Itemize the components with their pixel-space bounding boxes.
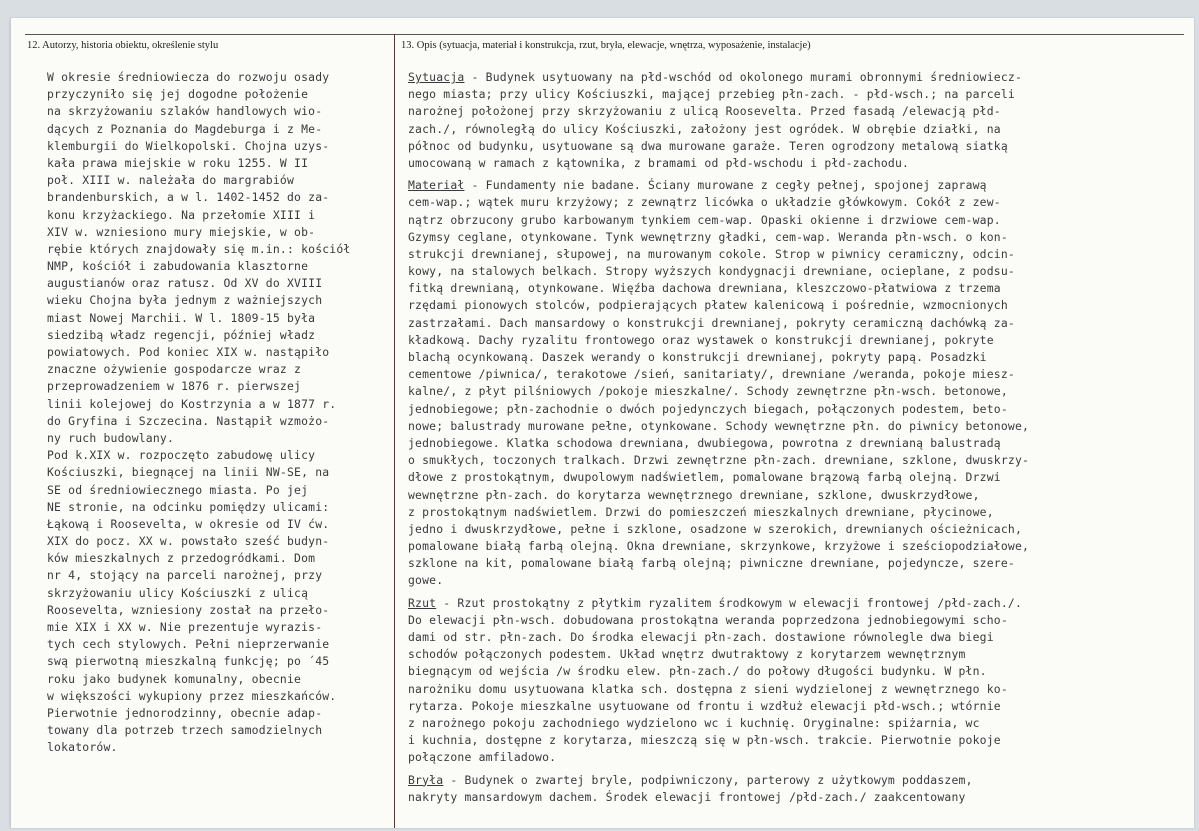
history-line: Roosevelta, wzniesiony został na przeło- xyxy=(47,602,330,617)
history-line: linii kolejowej do Kostrzynia a w 1877 r. xyxy=(47,396,337,411)
section-line: cementowe /piwnica/, terakotowe /sień, sanitariaty/, drewniane /weranda, pokoje miesz- xyxy=(408,367,1015,382)
section-title: Rzut xyxy=(408,595,437,610)
section-line: z prostokątnym nadświetlem. Drzwi do pomieszczeń mieszkalnych drewniane, płycinowe, xyxy=(408,504,994,519)
section-line: umocowaną w ramach z kątownika, z bramami od płd-wschodu i płd-zachodu. xyxy=(408,155,910,170)
history-line: lokatorów. xyxy=(47,740,118,755)
section-line: gowe. xyxy=(408,573,444,588)
section-line: jednobiegowe; płn-zachodnie o dwóch pojedynczych biegach, połączonych podestem, beto- xyxy=(408,401,1008,416)
history-line: wieku Chojna była jednym z ważniejszych xyxy=(47,293,323,308)
section-line: jedno i dwuskrzydłowe, pełne i szklone, osadzone w szerokich, drewnianych ościeżnicach, xyxy=(408,521,1023,536)
section-first-line: - Fundamenty nie badane. Ściany murowane z cegły pełnej, spojonej zaprawą xyxy=(464,178,987,193)
description-text xyxy=(408,69,1178,806)
section-line: połączone amfiladowo. xyxy=(408,750,557,765)
section-line: z narożnego pokoju zachodniego wydzielono wc i kuchnię. Oryginalne: spiżarnia, wc xyxy=(408,715,980,730)
section-line: fitką drewnianą, otynkowane. Więźba dachowa drewniana, kleszczowo-płatwiowa z trzema xyxy=(408,281,1001,296)
section-line: narożniku domu usytuowana klatka sch. dostępna z sieni wydzielonej z wewnętrznego ko- xyxy=(408,681,1008,696)
section-line: jednobiegowe. Klatka schodowa drewniana, dwubiegowa, powrotna z drewnianą balustradą xyxy=(408,435,1001,450)
section-line: biegnącym od wejścia /w środku elew. płn-zach./ do połowy długości budynku. W płn. xyxy=(408,664,987,679)
section-line: pomalowane białą farbą olejną. Okna drewniane, skrzynkowe, krzyżowe i sześciopodziałowe, xyxy=(408,539,1030,554)
section-line: nowe; balustrady murowane pełne, otynkowane. Schody wewnętrzne płn. do piwnicy betonowe, xyxy=(408,418,1030,433)
section-line: nakryty mansardowym dachem. Środek elewacji frontowej /płd-zach./ zaakcentowany xyxy=(408,789,966,804)
history-line: towany dla potrzeb trzech samodzielnych xyxy=(47,723,323,738)
section-first-line: - Budynek o zwartej bryle, podpiwniczony, parterowy z użytkowym poddaszem, xyxy=(443,772,973,787)
section-line xyxy=(408,177,1178,194)
history-line: NE stronie, na odcinku pomiędzy ulicami: xyxy=(47,499,330,514)
history-line: nr 4, stojący na parceli narożnej, przy xyxy=(47,568,323,583)
history-line: W okresie średniowiecza do rozwoju osady xyxy=(47,70,330,84)
left-column-header: 12. Autorzy, historia obiektu, określenie stylu xyxy=(27,40,219,51)
history-line: augustianów oraz ratusz. Od XV do XVIII xyxy=(47,276,323,291)
history-line: na skrzyżowaniu szlaków handlowych wio- xyxy=(47,104,323,119)
section-line: szklone na kit, pomalowane białą farbą olejną; piwniczne drewniane, pojedyncze, szere- xyxy=(408,556,1015,571)
history-line: Pierwotnie jednorodzinny, obecnie adap- xyxy=(47,705,323,720)
section-line: Gzymsy ceglane, otynkowane. Tynk wewnętrzny gładki, cem-wap. Weranda płn-wsch. o kon- xyxy=(408,229,1008,244)
history-line: mie XIX i XX w. Nie prezentuje wyrazis- xyxy=(47,620,323,634)
header-rule xyxy=(25,34,1184,35)
history-line: Kościuszki, biegnącej na linii NW-SE, na xyxy=(47,465,330,480)
section-line: nego miasta; przy ulicy Kościuszki, mającej przebieg płn-zach. - płd-wsch.; na parceli xyxy=(408,87,1015,102)
history-line: do Gryfina i Szczecina. Nastąpił wzmożo- xyxy=(47,413,330,428)
history-line: brandenburskich, a w l. 1402-1452 do za- xyxy=(47,190,330,205)
history-line: swą pierwotną mieszkalną funkcję; po ´45 xyxy=(47,654,330,669)
section-line: rzędami pionowych stolców, podpierających płatew kalenicową i pośrednie, wzmocnionych xyxy=(408,298,1008,313)
section-line: schodów połączonych podestem. Układ wnętrz dwutraktowy z korytarzem wewnętrznym xyxy=(408,647,966,662)
history-line: klemburgii do Wielkopolski. Chojna uzys- xyxy=(47,138,330,153)
section-line: zach./, równoległą do ulicy Kościuszki, założony jest ogródek. W obrębie działki, na xyxy=(408,121,1001,136)
section-line: strukcji drewnianej, słupowej, na murowanym cokole. Strop w piwnicy ceramiczny, odcin- xyxy=(408,246,1015,261)
section-title: Bryła xyxy=(408,772,444,787)
section-line: narożnej położonej przy skrzyżowaniu z ulicą Roosevelta. Przed fasadą /elewacją płd- xyxy=(408,104,1001,119)
history-line: NMP, kościół i zabudowania klasztorne xyxy=(47,259,309,274)
section-bryła xyxy=(408,772,1178,806)
history-line: rębie których znajdowały się m.in.: kościół xyxy=(47,241,351,256)
section-line: nątrz obrzucony grubo karbowanym tynkiem cem-wap. Opaski okienne i drzwiowe cem-wap. xyxy=(408,212,1001,227)
section-first-line: - Rzut prostokątny z płytkim ryzalitem środkowym w elewacji frontowej /płd-zach./. xyxy=(436,595,1023,610)
section-line: i kuchnia, dostępne z korytarza, mieszczą się w płn-wsch. trakcie. Pierwotnie pokoje xyxy=(408,733,1001,748)
history-text xyxy=(47,69,387,757)
section-title: Materiał xyxy=(408,178,465,193)
history-line: powiatowych. Pod koniec XIX w. nastąpiło xyxy=(47,345,330,359)
history-line: ków mieszkalnych z przedogródkami. Dom xyxy=(47,551,316,566)
section-line: o smukłych, toczonych tralkach. Drzwi zewnętrzne płn-zach. drewniane, szklone, dwuskrzy- xyxy=(408,453,1030,468)
section-line xyxy=(408,69,1178,86)
section-line: dłowe z prostokątnym, dwupolowym nadświetlem, pomalowane brązową farbą olejną. Drzwi xyxy=(408,470,1001,485)
history-line: znaczne ożywienie gospodarcze wraz z xyxy=(47,362,302,377)
column-divider xyxy=(394,34,395,828)
section-line: północ od budynku, usytuowane są dwa murowane garaże. Teren ogrodzony metalową siatką xyxy=(408,138,1008,153)
section-line xyxy=(408,595,1178,612)
history-line: kała prawa miejskie w roku 1255. W II xyxy=(47,155,309,170)
right-column-header: 13. Opis (sytuacja, materiał i konstrukcja, rzut, bryła, elewacje, wnętrza, wyposażenie, instalacje) xyxy=(401,40,811,51)
document-sheet xyxy=(10,18,1194,828)
section-line: rytarza. Pokoje mieszkalne usytuowane od frontu i wzdłuż elewacji płd-wsch.; wtórnie xyxy=(408,698,1001,713)
history-line: skrzyżowaniu ulicy Kościuszki z ulicą xyxy=(47,585,309,600)
history-line: tych cech stylowych. Pełni nieprzerwanie xyxy=(47,637,330,652)
history-line: miast Nowej Marchii. W l. 1809-15 była xyxy=(47,310,316,325)
section-line: Do elewacji płn-wsch. dobudowana prostokątna weranda poprzedzona jednobiegowymi scho- xyxy=(408,612,1008,627)
section-line: wewnętrzne płn-zach. do korytarza wewnętrznego drewniane, szklone, dwuskrzydłowe, xyxy=(408,487,980,502)
section-line: kowy, na stalowych belkach. Stropy wyższych kondygnacji drewniane, ocieplane, z podsu- xyxy=(408,264,1015,279)
section-line: zastrzałami. Dach mansardowy o konstrukcji drewnianej, pokryty ceramiczną dachówką za- xyxy=(408,315,1015,330)
history-line: w większości wykupiony przez mieszkańców. xyxy=(47,688,337,703)
section-title: Sytuacja xyxy=(408,70,465,84)
history-line: XIV w. wzniesiono mury miejskie, w ob- xyxy=(47,224,316,239)
section-line xyxy=(408,772,1178,789)
history-line: ny ruch budowlany. xyxy=(47,430,175,445)
history-line: przyczyniło się jej dogodne położenie xyxy=(47,87,309,102)
history-line: przeprowadzeniem w 1876 r. pierwszej xyxy=(47,379,302,394)
history-line: poł. XIII w. należała do margrabiów xyxy=(47,173,295,188)
section-line: kalne/, z płyt pilśniowych /pokoje mieszkalne/. Schody zewnętrzne płn-wsch. betonowe, xyxy=(408,384,1008,399)
history-line: SE od średniowiecznego miasta. Po jej xyxy=(47,482,309,497)
history-line: roku jako budynek komunalny, obecnie xyxy=(47,671,302,686)
history-line: Pod k.XIX w. rozpoczęto zabudowę ulicy xyxy=(47,448,316,463)
section-line: dami od str. płn-zach. Do środka elewacji płn-zach. dostawione równolegle dwa biegi xyxy=(408,630,994,644)
section-line: cem-wap.; wątek muru krzyżowy; z zewnątrz licówka o układzie główkowym. Cokół z zew- xyxy=(408,195,1001,210)
section-materiał xyxy=(408,177,1178,590)
section-line: blachą ocynkowaną. Daszek werandy o konstrukcji drewnianej, pokryty papą. Posadzki xyxy=(408,350,987,364)
section-sytuacja xyxy=(408,69,1178,172)
section-first-line: - Budynek usytuowany na płd-wschód od okolonego murami obronnymi średniowiecz- xyxy=(464,70,1023,84)
history-line: XIX do pocz. XX w. powstało sześć budyn- xyxy=(47,534,330,549)
history-line: konu krzyżackiego. Na przełomie XIII i xyxy=(47,207,316,222)
history-line: Łąkową i Roosevelta, w okresie od IV ćw. xyxy=(47,516,330,531)
history-line: siedzibą władz regencji, później władz xyxy=(47,327,316,342)
section-rzut xyxy=(408,595,1178,767)
history-line: dących z Poznania do Magdeburga i z Me- xyxy=(47,121,323,136)
section-line: kładkową. Dachy ryzalitu frontowego oraz wystawek o konstrukcji drewnianej, pokryte xyxy=(408,332,994,347)
